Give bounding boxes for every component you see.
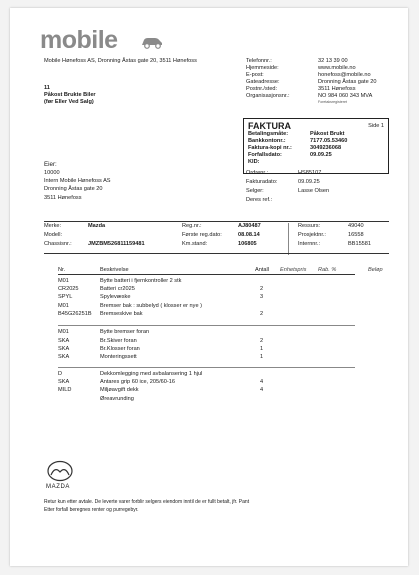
cell-text: Første reg.dato: — [182, 232, 222, 238]
table-row — [50, 310, 390, 318]
cell-text: Beskrivelse — [100, 267, 129, 273]
cell-text: Dekkomlegging med avbalansering 1 hjul — [100, 371, 203, 377]
cell-text: SKA — [58, 379, 70, 385]
cell-text: D — [58, 371, 63, 377]
cell-text — [298, 197, 329, 204]
table-header — [50, 266, 390, 274]
cell-text: 1 — [260, 354, 264, 360]
cell-text: MILD — [58, 387, 72, 393]
table-row — [50, 277, 390, 285]
vehicle-first-reg: 08.08.14 — [238, 232, 260, 238]
cell-text: Chassisnr.: — [44, 241, 72, 247]
internnr-value: BB15581 — [348, 241, 372, 247]
cell-text: Modell: — [44, 232, 63, 238]
cell-text: Organisasjonsnr.: — [246, 92, 290, 99]
eier-label: Eier: — [44, 161, 57, 168]
foretaksregister-label: Foretaksregisteret — [318, 100, 347, 104]
table-row — [50, 370, 390, 378]
cell-text: 1 — [260, 346, 264, 352]
contact-block — [246, 58, 376, 99]
vehicle-regnr: AJ80487 — [238, 223, 261, 229]
recipient-note: (før Eller Ved Salg) — [44, 99, 94, 105]
faktura-title: FAKTURA — [248, 121, 291, 131]
cell-text: Merke: — [44, 223, 62, 229]
footer-terms: Retur kun etter avtale. De leverte varer forblir selgers eiendom inntil de er fullt betalt, jfr. Pant — [44, 499, 250, 505]
cell-text: Lasse Olsen — [298, 187, 330, 194]
cell-text: Internnr.: — [298, 241, 321, 247]
cell-text: honefoss@mobile.no — [318, 71, 371, 78]
table-row — [50, 395, 390, 403]
cell-text: Fakturadato: — [246, 178, 278, 185]
cell-text: HS85107 — [298, 170, 322, 176]
cell-text: Spylevæske — [100, 294, 131, 300]
cell-text: Postnr./sted: — [246, 85, 278, 92]
cell-text: SKA — [58, 338, 70, 344]
cell-text: KID: — [248, 158, 260, 165]
invoice-page — [10, 8, 408, 566]
divider — [58, 274, 355, 275]
cell-text: 09.09.25 — [298, 178, 320, 185]
cell-text: 7177.05.53460 — [310, 137, 348, 144]
cell-text: Faktura-kopi nr.: — [248, 144, 292, 151]
cell-text: Bytte bremser foran — [100, 329, 150, 335]
cell-text: 3 — [260, 294, 264, 300]
eier-line: Intern Mobile Hønefoss AS — [44, 178, 111, 184]
cell-text: E-post: — [246, 71, 264, 78]
vehicle-chassis: JMZBM526811159481 — [88, 241, 145, 247]
table-row — [50, 345, 390, 353]
mazda-logo-icon — [46, 460, 74, 482]
cell-text: Nr. — [58, 267, 66, 273]
cell-text: 4 — [260, 387, 264, 393]
table-row — [50, 302, 390, 310]
cell-text: M01 — [58, 303, 69, 309]
eier-line: 3511 Hønefoss — [44, 195, 82, 201]
cell-text: www.mobile.no — [318, 64, 356, 71]
cell-text: SKA — [58, 354, 70, 360]
cell-text: SKA — [58, 346, 70, 352]
cell-text: Gateadresse: — [246, 78, 280, 85]
cell-text: 2 — [260, 311, 264, 317]
cell-text: mobile — [40, 26, 118, 54]
cell-text: Br.Skiver foran — [100, 338, 137, 344]
divider — [58, 367, 355, 368]
recipient-name: Påkost Brukte Biler — [44, 92, 96, 98]
ressurs-value: 49040 — [348, 223, 364, 229]
cell-text: 2 — [260, 338, 264, 344]
faktura-details — [248, 131, 347, 166]
cell-text: Br.Klosser foran — [100, 346, 140, 352]
eier-line: 10000 — [44, 170, 60, 176]
cell-text: 3511 Hønefoss — [318, 85, 356, 92]
cell-text: Påkost Brukt — [310, 131, 345, 137]
faktura-box — [243, 118, 389, 174]
cell-text: B45G26251B — [58, 311, 92, 317]
cell-text: 4 — [260, 379, 264, 385]
cell-text: Bremseskive bak — [100, 311, 143, 317]
cell-text — [310, 159, 347, 166]
cell-text: Antall — [255, 267, 269, 273]
cell-text: Bremser bak : subbelyd ( klosser er nye ) — [100, 303, 202, 309]
cell-text: M01 — [58, 278, 69, 284]
cell-text: Selger: — [246, 187, 264, 194]
eier-line: Dronning Åstas gate 20 — [44, 186, 103, 192]
cell-text: Enhetspris — [280, 267, 307, 273]
car-icon — [140, 35, 164, 49]
cell-text: 3049236068 — [310, 144, 342, 151]
footer-interest: Etter forfall beregnes renter og purregebyr. — [44, 507, 139, 513]
cell-text: Km.stand: — [182, 241, 208, 247]
cell-text: Bankkontonr.: — [248, 137, 286, 144]
mazda-wordmark: MAZDA — [46, 484, 70, 490]
cell-text: 32 13 39 00 — [318, 58, 348, 64]
vehicle-km: 106805 — [238, 241, 257, 247]
recipient-number: 11 — [44, 85, 50, 91]
divider — [44, 253, 389, 254]
prosjekt-value: 16558 — [348, 232, 364, 238]
cell-text: Reg.nr.: — [182, 223, 202, 229]
cell-text: Miljøavgift dekk — [100, 387, 139, 393]
cell-text: Betalingsmåte: — [248, 131, 289, 137]
cell-text: Deres ref.: — [246, 196, 273, 203]
cell-text: Batteri cr2025 — [100, 286, 135, 292]
table-row — [50, 378, 390, 386]
divider — [44, 221, 389, 222]
cell-text: Forfallsdato: — [248, 151, 282, 158]
cell-text: M01 — [58, 329, 69, 335]
table-row — [50, 337, 390, 345]
table-row — [50, 285, 390, 293]
sender-line: Mobile Hønefoss AS, Dronning Åstas gate 20, 3511 Hønefoss — [44, 58, 197, 64]
cell-text: Telefonnr.: — [246, 58, 272, 64]
cell-text: Dronning Åstas gate 20 — [318, 78, 377, 85]
cell-text: 09.09.25 — [310, 151, 332, 158]
mobile-logo — [40, 26, 118, 56]
cell-text: CR2025 — [58, 286, 79, 292]
cell-text: Øreavrunding — [100, 396, 134, 402]
table-row — [50, 293, 390, 301]
vehicle-make: Mazda — [88, 223, 106, 229]
cell-text: Rab. % — [318, 267, 337, 273]
cell-text: Antares grip 60 ice, 205/60-16 — [100, 379, 175, 385]
cell-text: Monteringssett — [100, 354, 137, 360]
cell-text: Ordrenr.: — [246, 170, 269, 176]
table-row — [50, 328, 390, 336]
cell-text: Prosjektnr.: — [298, 232, 326, 238]
cell-text: Beløp — [368, 267, 383, 273]
divider — [288, 223, 289, 255]
cell-text: 2 — [260, 286, 264, 292]
order-details — [246, 170, 329, 204]
cell-text: Ressurs: — [298, 223, 321, 229]
table-row — [50, 386, 390, 394]
table-row — [50, 353, 390, 361]
cell-text: Hjemmeside: — [246, 64, 279, 71]
cell-text: SPYL — [58, 294, 73, 300]
page-number: Side 1 — [368, 123, 384, 129]
cell-text: Bytte batteri i fjernkontroller 2 stk — [100, 278, 182, 284]
divider — [58, 325, 355, 326]
cell-text: NO 984 060 343 MVA — [318, 92, 373, 99]
